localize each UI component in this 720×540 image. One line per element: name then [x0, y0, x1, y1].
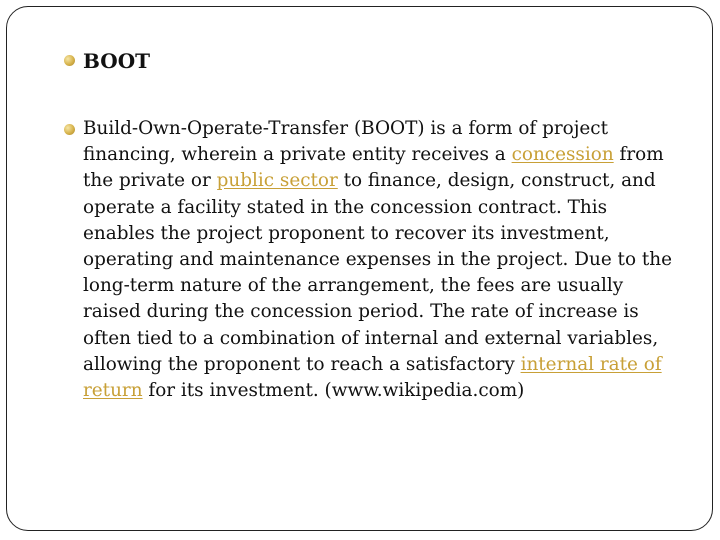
bullet-icon	[64, 55, 75, 66]
bullet-icon	[64, 124, 75, 135]
internal-rate-of-return-link[interactable]: internal rate of return	[83, 353, 662, 402]
public-sector-link[interactable]: public sector	[216, 170, 338, 192]
paragraph-text: Build-Own-Operate-Transfer (BOOT) is a form of project financing, wherein a private entity receives a	[83, 118, 608, 166]
paragraph-text: from the private or	[83, 144, 664, 192]
paragraph-text: for its investment. (www.wikipedia.com)	[142, 380, 525, 402]
boot-description	[83, 116, 673, 404]
slide-heading: BOOT	[83, 49, 151, 73]
heading-bullet-row	[64, 51, 150, 71]
paragraph-bullet-row	[64, 116, 673, 404]
concession-link[interactable]: concession	[511, 144, 614, 166]
paragraph-text: to finance, design, construct, and operate a facility stated in the concession contract. This enables the project proponent to recover its investment, operating and maintenance expenses in the project. Due to the long-term nature of the arrangement, the fees are usually raised during the concession period. The rate of increase is often tied to a combination of internal and external variables, allowing the proponent to reach a satisfactory	[83, 170, 672, 375]
